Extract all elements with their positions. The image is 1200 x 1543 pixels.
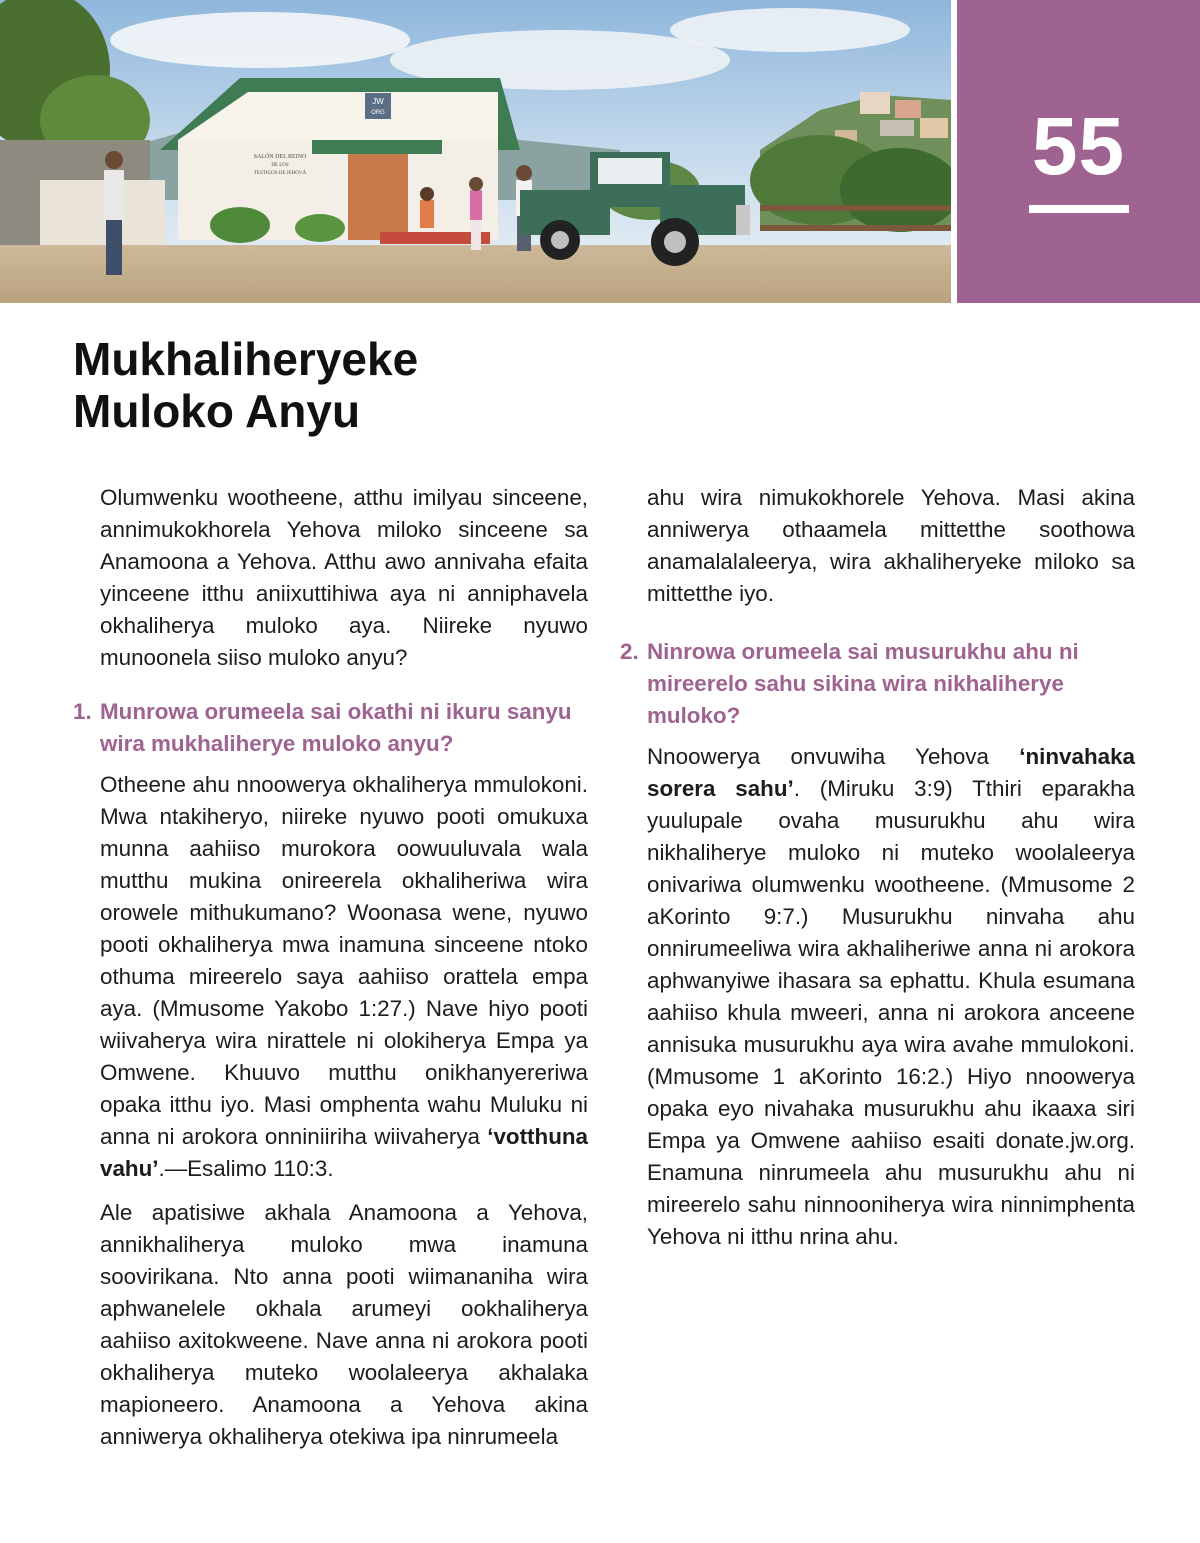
jw-logo-text: JW — [372, 97, 384, 106]
ground — [0, 245, 951, 303]
section-1-p1-text: Otheene ahu nnoowerya okhaliherya mmulokoni. Mwa ntakiheryo, niireke nyuwo pooti omukuxa munna aahiiso murokora oowuuluvala wala mutthu mukina onireerela okhaliheriwa wira orowele mithukumano? Woonasa wene, nyuwo pooti okhaliherya mwa inamuna sinceene ntoko othuma mireerelo saya aahiiso orattela empa aya. (Mmusome Yakobo 1:27.) Nave hiyo pooti wiivaherya wira nirattele ni olokiherya Empa ya Omwene. Khuuvo mutthu onikhanyereriwa opaka itthu iyo. Masi omphenta wahu Muluku ni anna ni arokora onniniiriha wiivaherya — [100, 772, 588, 1149]
title-line-1: Mukhaliheryeke — [73, 333, 419, 385]
section-1-paragraph-2: Ale apatisiwe akhala Anamoona a Yehova, annikhaliherya muloko mwa inamuna soovirikana. Nto anna pooti wiimananiha wira aphwanelele okhala arumeyi ookhaliherya aahiiso axitokweene. Nave anna ni arokora pooti okhaliherya muteko woolaleerya akhalaka mapioneero. Anamoona a Yehova akina anniwerya okhaliherya otekiwa ipa ninrumeela — [100, 1200, 588, 1449]
question-2 — [620, 636, 1135, 732]
question-2-number: 2. — [620, 639, 639, 664]
svg-text:DE LOS: DE LOS — [271, 163, 289, 168]
section-1-paragraph-2-continued: ahu wira nimukokhorele Yehova. Masi akina anniwerya othaamela mittetthe soothowa anamalalaleerya, wira akhaliheryeke miloko sa mittetthe iyo. — [647, 485, 1135, 606]
chapter-underline — [1029, 205, 1129, 213]
title-line-2: Muloko Anyu — [73, 385, 361, 437]
right-column-content — [620, 636, 1135, 1265]
right-column — [620, 482, 1135, 622]
kingdom-hall-building — [160, 78, 520, 240]
intro-paragraph: Olumwenku wootheene, atthu imilyau sinceene, annimukokhorela Yehova miloko sinceene sa Anamoona a Yehova. Atthu awo annivaha efaita yinceene itthu aniixuttihiwa aya ni anniphavela okhaliherya muloko aya. Niireke nyuwo munoonela siiso muloko anyu? — [100, 485, 588, 670]
svg-text:ORG: ORG — [371, 110, 385, 116]
section-1-paragraph-1 — [100, 769, 588, 1185]
section-1-p1-bold-quote: ‘votthuna vahu’ — [100, 1124, 588, 1181]
page-title — [73, 333, 418, 437]
section-2-p1-bold-quote: ‘ninvahaka sorera sahu’ — [647, 744, 1135, 801]
question-1-number: 1. — [73, 699, 92, 724]
section-2-p1-text: Nnoowerya onvuwiha Yehova — [647, 744, 1020, 769]
question-2-text: Ninrowa orumeela sai musurukhu ahu ni mireerelo sahu sikina wira nikhaliherye muloko? — [647, 639, 1079, 728]
question-1-text: Munrowa orumeela sai okathi ni ikuru sanyu wira mukhaliherye muloko anyu? — [100, 699, 572, 756]
section-2-paragraph-1 — [647, 741, 1135, 1253]
header-photo — [0, 0, 951, 303]
section-1-p1-ref: .—Esalimo 110:3. — [158, 1156, 334, 1181]
building-sign-text: SALÓN DEL REINO — [253, 154, 307, 160]
chapter-number: 55 — [1031, 101, 1126, 192]
section-2-p1-rest: . (Miruku 3:9) Tthiri eparakha yuulupale ovaha musurukhu ahu wira nikhaliherye muloko ni muteko woolaleerya onivariwa olumwenku wootheene. (Mmusome 2 aKorinto 9:7.) Musurukhu ninvaha ahu onnirumeeliwa wira akhaliheriwe anna ni arokora aphwanyiwe ihasara sa ephattu. Khula esumana aahiiso khula mweeri, anna ni arokora anceene annisuka musurukhu aya wira avahe mmulokoni. (Mmusome 1 aKorinto 16:2.) Hiyo nnoowerya opaka eyo nivahaka musurukhu ahu ikaaxa siri Empa ya Omwene aahiiso esaiti donate.jw.org. Enamuna ninrumeela ahu musurukhu ahu ni mireerelo sahu ninnooniherya wira ninnimphenta Yehova ni itthu nrina ahu. — [647, 776, 1136, 1249]
left-column — [73, 482, 588, 1465]
chapter-badge — [957, 0, 1200, 303]
svg-text:TESTIGOS DE JEHOVÁ: TESTIGOS DE JEHOVÁ — [253, 171, 307, 176]
question-1 — [73, 696, 588, 760]
